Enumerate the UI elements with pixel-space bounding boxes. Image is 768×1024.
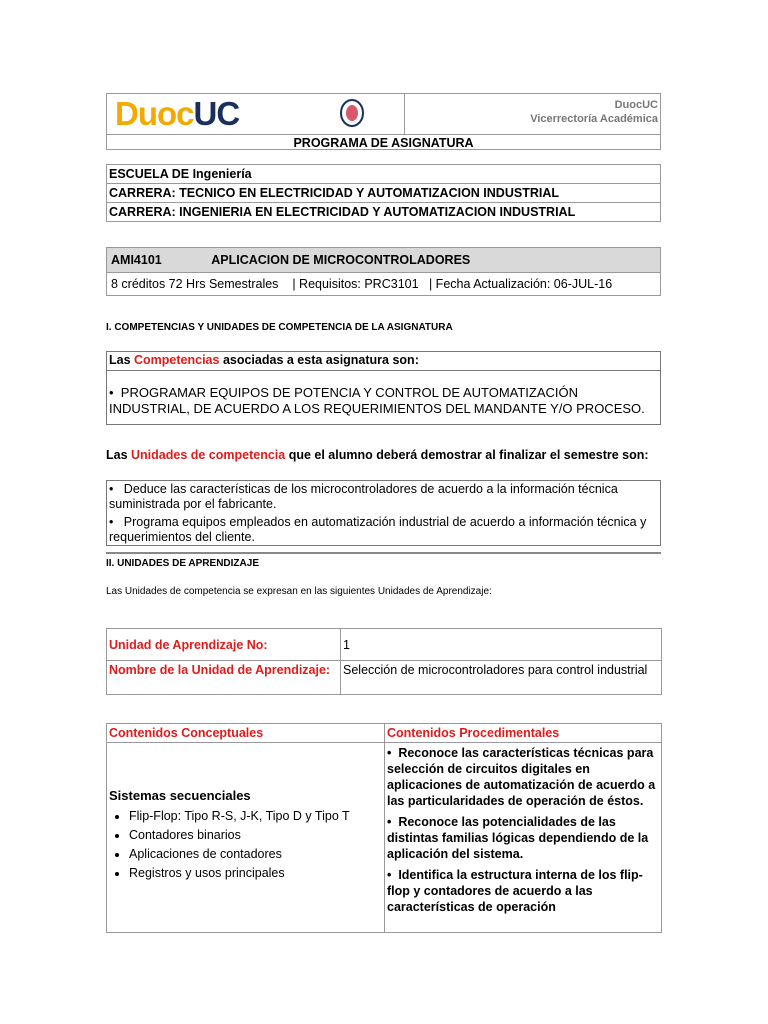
unidad-item: • Deduce las características de los microcontroladores de acuerdo a la información técnica suministrada por el fabricante.	[109, 482, 618, 511]
bullet-icon: •	[109, 482, 124, 496]
header-org: DuocUC Vicerrectoría Académica	[530, 99, 658, 125]
list-item: • Flip-Flop: Tipo R-S, J-K, Tipo D y Tipo T	[129, 809, 382, 823]
unidad-name-label: Nombre de la Unidad de Aprendizaje:	[107, 661, 341, 695]
escuela-box	[106, 164, 661, 222]
carrera-line: CARRERA: INGENIERIA EN ELECTRICIDAD Y AUTOMATIZACION INDUSTRIAL	[109, 205, 576, 219]
contenidos-table	[106, 723, 662, 933]
escuela-line: ESCUELA DE Ingeniería	[107, 165, 660, 184]
conceptuales-cell	[107, 743, 385, 933]
asignatura-box	[106, 247, 661, 296]
list-item: • Reconoce las potencialidades de las distintas familias lógicas dependiendo de la aplicación del sistema.	[387, 815, 649, 861]
section-2-intro: Las Unidades de competencia se expresan en las siguientes Unidades de Aprendizaje:	[106, 586, 492, 597]
section-2-title: II. UNIDADES DE APRENDIZAJE	[106, 558, 259, 569]
conceptuales-header: Contenidos Conceptuales	[107, 724, 385, 743]
unidad-table	[106, 628, 662, 695]
bullet-icon: •	[109, 515, 124, 529]
asignatura-title	[107, 248, 660, 273]
procedimentales-cell	[385, 743, 662, 933]
bullet-icon: •	[387, 815, 399, 829]
asignatura-name: APLICACION DE MICROCONTROLADORES	[211, 253, 471, 267]
competencias-heading: Las Competencias asociadas a esta asignatura son:	[107, 352, 660, 371]
logo-cell	[107, 94, 405, 134]
unidad-no-value: 1	[341, 629, 662, 661]
conceptual-title: Sistemas secuenciales	[109, 787, 251, 803]
unidad-no-label: Unidad de Aprendizaje No:	[107, 629, 341, 661]
competencia-item: • PROGRAMAR EQUIPOS DE POTENCIA Y CONTROL DE AUTOMATIZACIÓN INDUSTRIAL, DE ACUERDO A LOS REQUERIMIENTOS DEL MANDANTE Y/O PROCESO.	[109, 385, 645, 416]
list-item: • Aplicaciones de contadores	[129, 847, 382, 861]
bullet-icon: •	[109, 385, 121, 400]
bullet-icon: •	[387, 868, 399, 882]
university-seal-icon	[339, 98, 365, 128]
list-item: • Contadores binarios	[129, 828, 382, 842]
conceptual-list	[109, 809, 382, 880]
page-title: PROGRAMA DE ASIGNATURA	[107, 134, 660, 152]
section-divider	[106, 552, 661, 554]
document-header	[106, 93, 661, 150]
unidad-item: • Programa equipos empleados en automatización industrial de acuerdo a información técnica y requerimientos del cliente.	[109, 515, 647, 544]
unidades-heading: Las Unidades de competencia que el alumno deberá demostrar al finalizar el semestre son:	[106, 448, 649, 462]
asignatura-info: 8 créditos 72 Hrs Semestrales | Requisitos: PRC3101 | Fecha Actualización: 06-JUL-16	[111, 277, 613, 291]
carrera-line: CARRERA: TECNICO EN ELECTRICIDAD Y AUTOMATIZACION INDUSTRIAL	[107, 184, 660, 203]
duocuc-logo: DuocUC	[115, 95, 240, 132]
unidades-box	[106, 480, 661, 546]
list-item: • Identifica la estructura interna de los flip-flop y contadores de acuerdo a las características de operación	[387, 868, 643, 914]
asignatura-code: AMI4101	[111, 253, 162, 267]
competencias-box	[106, 351, 661, 425]
unidad-name-value: Selección de microcontroladores para control industrial	[341, 661, 662, 695]
procedimentales-header: Contenidos Procedimentales	[385, 724, 662, 743]
section-1-title: I. COMPETENCIAS Y UNIDADES DE COMPETENCIA DE LA ASIGNATURA	[106, 322, 453, 333]
list-item: • Registros y usos principales	[129, 866, 382, 880]
list-item: • Reconoce las características técnicas para selección de circuitos digitales en aplicaciones de automatización de acuerdo a las particularidades de operación de éstos.	[387, 746, 656, 808]
bullet-icon: •	[387, 746, 399, 760]
